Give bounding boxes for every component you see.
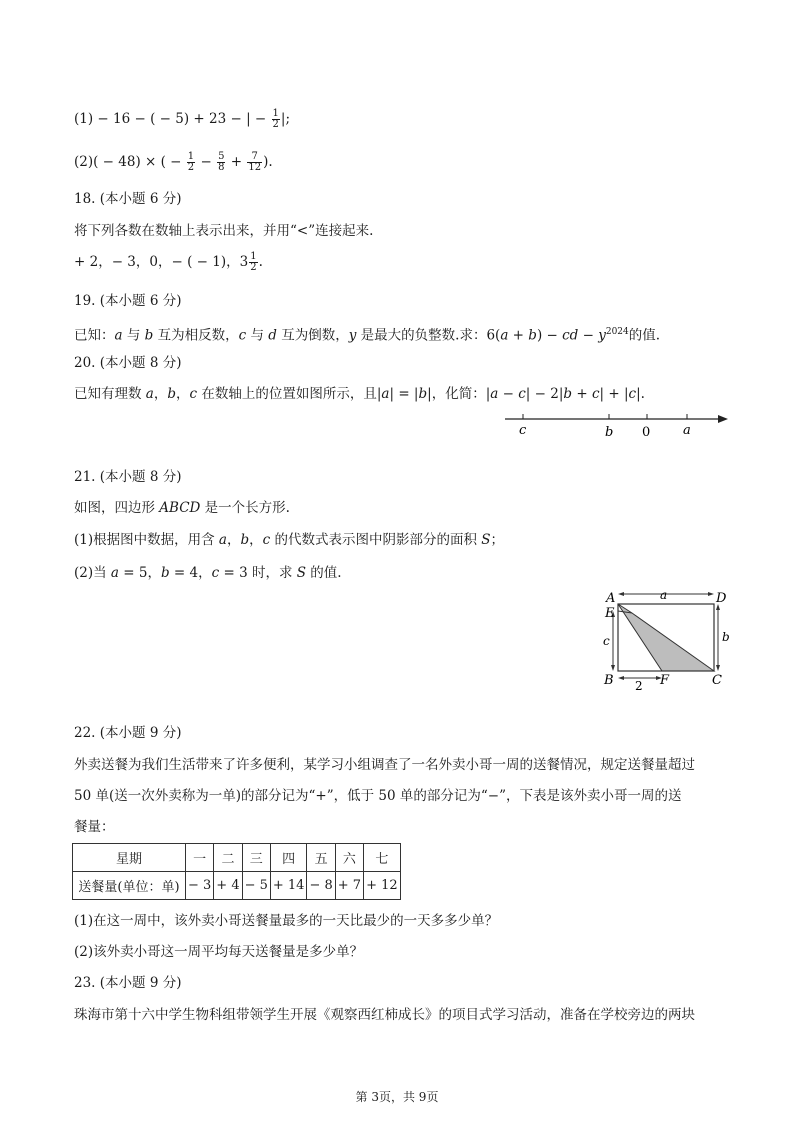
fraction: $\frac{1}{2}$ <box>250 251 257 273</box>
table-header-cell: 四 <box>270 844 307 872</box>
question-22-part-1: (1)在这一周中，该外卖小哥送餐量最多的一天比最少的一天多多少单？ <box>74 913 499 929</box>
arrowhead <box>618 676 624 680</box>
number-line-figure <box>500 405 735 445</box>
problem-17-part-1: (1) − 16 − ( − 5) + 23 − | − $\frac{1}{2}$ |; <box>74 108 290 130</box>
table-cell: − 3 <box>186 872 214 900</box>
question-22-line-1: 外卖送餐为我们生活带来了许多便利，某学习小组调查了一名外卖小哥一周的送餐情况，规定送餐量超过 <box>74 757 695 773</box>
fraction: $\frac{7}{12}$ <box>248 151 262 173</box>
table-cell: + 12 <box>364 872 401 900</box>
question-20-text: 已知有理数 a，b，c 在数轴上的位置如图所示，且|a| = |b|，化简：|a − c| − 2|b + c| + |c|. <box>74 386 645 402</box>
arrowhead <box>716 665 720 671</box>
question-18-numbers: + 2，− 3，0，− ( − 1)，3 $\frac{1}{2}$ . <box>74 251 263 273</box>
label-b: b <box>722 630 730 644</box>
table-row <box>73 872 401 900</box>
table-header-cell: 二 <box>214 844 242 872</box>
question-18-text: 将下列各数在数轴上表示出来，并用“<”连接起来. <box>74 223 374 239</box>
table-header-cell: 一 <box>186 844 214 872</box>
arrowhead <box>708 592 714 596</box>
label-D: D <box>716 591 727 606</box>
table-header-cell: 七 <box>364 844 401 872</box>
label-C: C <box>712 673 722 688</box>
question-18-heading: 18. (本小题 6 分) <box>74 191 182 207</box>
question-21-part-1: (1)根据图中数据，用含 a，b，c 的代数式表示图中阴影部分的面积 S； <box>74 532 505 548</box>
question-23-line-1: 珠海市第十六中学生物科组带领学生开展《观察西红柿成长》的项目式学习活动，准备在学校旁边的两块 <box>74 1007 695 1023</box>
table-cell: 送餐量(单位：单) <box>73 872 186 900</box>
label-a: a <box>660 588 668 602</box>
label-b: b <box>605 425 614 440</box>
question-21-part-2: (2)当 a = 5，b = 4，c = 3 时，求 S 的值. <box>74 565 342 581</box>
label-c: c <box>519 423 527 438</box>
fraction: $\frac{1}{2}$ <box>272 108 279 130</box>
fraction: $\frac{5}{8}$ <box>218 151 225 173</box>
delivery-table <box>72 843 401 900</box>
question-23-heading: 23. (本小题 9 分) <box>74 975 182 991</box>
arrowhead <box>618 592 624 596</box>
page-footer: 第 3页，共 9页 <box>355 1090 439 1104</box>
table-header-cell: 三 <box>242 844 270 872</box>
table-cell: + 4 <box>214 872 242 900</box>
label-E: E <box>605 606 615 621</box>
label-two: 2 <box>635 679 643 693</box>
table-header-cell: 星期 <box>73 844 186 872</box>
question-19-heading: 19. (本小题 6 分) <box>74 293 182 309</box>
question-21-heading: 21. (本小题 8 分) <box>74 469 182 485</box>
question-21-text: 如图，四边形 ABCD 是一个长方形. <box>74 500 290 516</box>
label-B: B <box>604 673 614 688</box>
problem-17-part-2: (2)( − 48) × ( − $\frac{1}{2}$ − $\frac{5}{8}$ + $\frac{7}{12}$ ). <box>74 151 273 173</box>
question-20-heading: 20. (本小题 8 分) <box>74 355 182 371</box>
question-22-line-3: 餐量： <box>74 819 115 835</box>
table-cell: + 7 <box>335 872 363 900</box>
label-F: F <box>660 673 670 688</box>
axis-arrow <box>718 415 728 423</box>
question-22-heading: 22. (本小题 9 分) <box>74 725 182 741</box>
label-c: c <box>603 634 610 648</box>
question-22-line-2: 50 单(送一次外卖称为一单)的部分记为“+”，低于 50 单的部分记为“−”，下表是该外卖小哥一周的送 <box>74 788 682 804</box>
shaded-region <box>618 604 714 671</box>
table-cell: + 14 <box>270 872 307 900</box>
table-row <box>73 844 401 872</box>
table-header-cell: 五 <box>307 844 335 872</box>
table-cell: − 5 <box>242 872 270 900</box>
arrowhead <box>611 665 615 671</box>
question-19-text: 已知：a 与 b 互为相反数，c 与 d 互为倒数，y 是最大的负整数.求：6(a + b) − cd − $y^{2024}$的值. <box>74 327 661 344</box>
label-a: a <box>683 423 691 438</box>
table-cell: − 8 <box>307 872 335 900</box>
question-22-part-2: (2)该外卖小哥这一周平均每天送餐量是多少单？ <box>74 944 364 960</box>
label-A: A <box>606 591 616 606</box>
label-zero: 0 <box>642 425 651 440</box>
table-header-cell: 六 <box>335 844 363 872</box>
rectangle-figure <box>596 585 744 693</box>
fraction: $\frac{1}{2}$ <box>187 151 195 173</box>
